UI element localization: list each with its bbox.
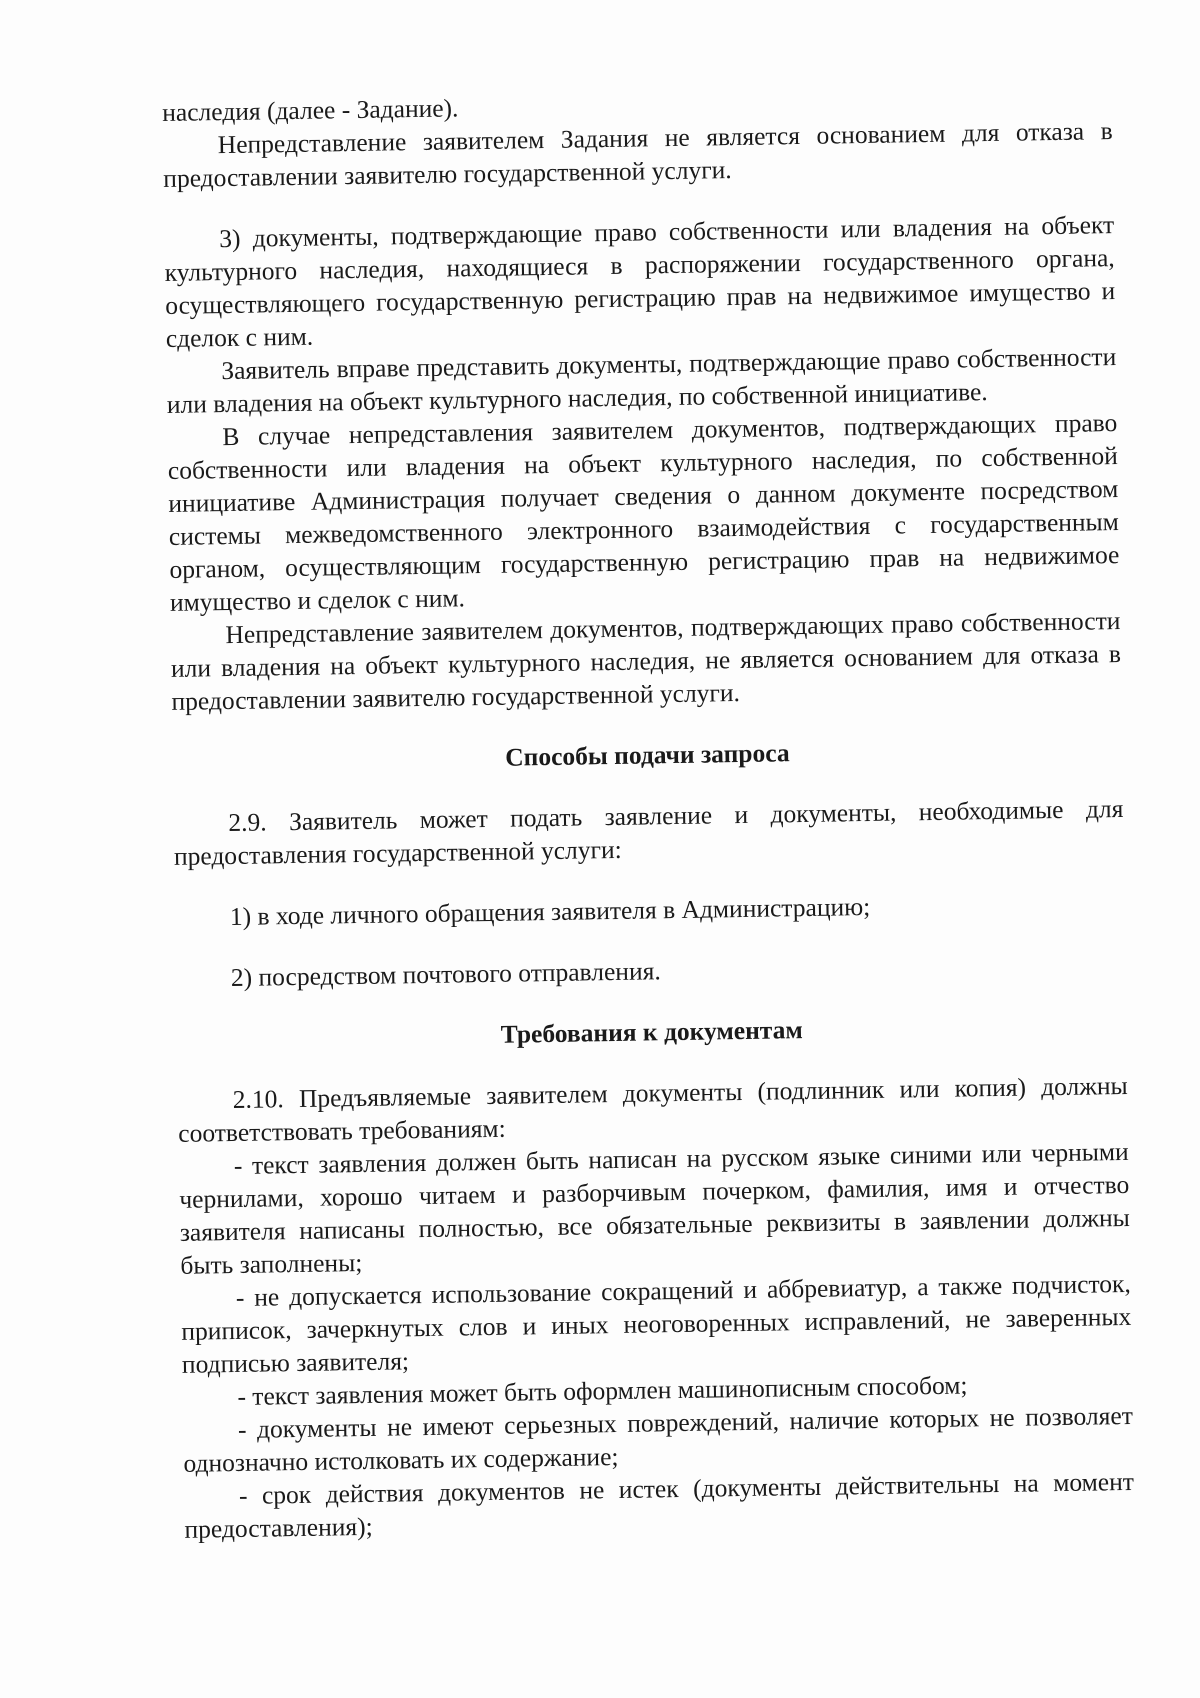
requirement-no-damage: - документы не имеют серьезных повреждений, наличие которых не позволяет однозначно истолковать их содержание; <box>183 1400 1134 1478</box>
paragraph-2-9: 2.9. Заявитель может подать заявление и документы, необходимые для предоставления государственной услуги: <box>173 793 1124 871</box>
paragraph-interagency-request: В случае непредставления заявителем документов, подтверждающих право собственности или владения на объект культурного наследия, по собственной инициативе Администрация получает сведения о данном документе посредством системы межведомственного электронного взаимодействия с государственным органом, осуществляющим государственную регистрацию прав на недвижимое имущество и сделок с ним. <box>167 408 1120 617</box>
paragraph-task-non-submission: Непредставление заявителем Задания не является основанием для отказа в предоставлении заявителю государственной услуги. <box>163 116 1113 193</box>
paragraph-2-10: 2.10. Предъявляемые заявителем документы (подлинник или копия) должны соответствовать требованиям: <box>178 1070 1128 1148</box>
list-item-postal: 2) посредством почтового отправления. <box>230 956 661 993</box>
list-item-personal-visit: 1) в ходе личного обращения заявителя в Администрацию; <box>229 891 871 932</box>
heading-document-requirements: Требования к документам <box>500 1015 803 1049</box>
paragraph-continuation: наследия (далее - Задание). <box>162 93 459 127</box>
requirement-typewritten: - текст заявления может быть оформлен машинописным способом; <box>237 1370 968 1411</box>
requirement-validity: - срок действия документов не истек (документы действительны на момент предоставления); <box>184 1466 1135 1544</box>
paragraph-applicant-right: Заявитель вправе представить документы, подтверждающие право собственности или владения на объект культурного наследия, по собственной инициативе. <box>166 342 1117 419</box>
document-body <box>162 81 1135 1546</box>
requirement-text-handwriting: - текст заявления должен быть написан на русском языке синими или черными чернилами, хорошо читаем и разборчивым почерком, фамилия, имя и отчество заявителя написаны полностью, все обязательные реквизиты в заявлении должны быть заполнены; <box>179 1136 1130 1280</box>
paragraph-ownership-documents: 3) документы, подтверждающие право собственности или владения на объект культурного наследия, находящиеся в распоряжении государственного органа, осуществляющего государственную регистрацию прав на недвижимое имущество и сделок с ним. <box>164 210 1116 353</box>
requirement-no-abbreviations: - не допускается использование сокращений и аббревиатур, а также подчисток, приписок, зачеркнутых слов и иных неоговоренных исправлений, не заверенных подписью заявителя; <box>181 1268 1132 1379</box>
heading-request-methods: Способы подачи запроса <box>504 738 790 772</box>
paragraph-non-submission-no-refusal: Непредставление заявителем документов, подтверждающих право собственности или владения на объект культурного наследия, не является основанием для отказа в предоставлении заявителю государственной услуги. <box>170 606 1122 716</box>
